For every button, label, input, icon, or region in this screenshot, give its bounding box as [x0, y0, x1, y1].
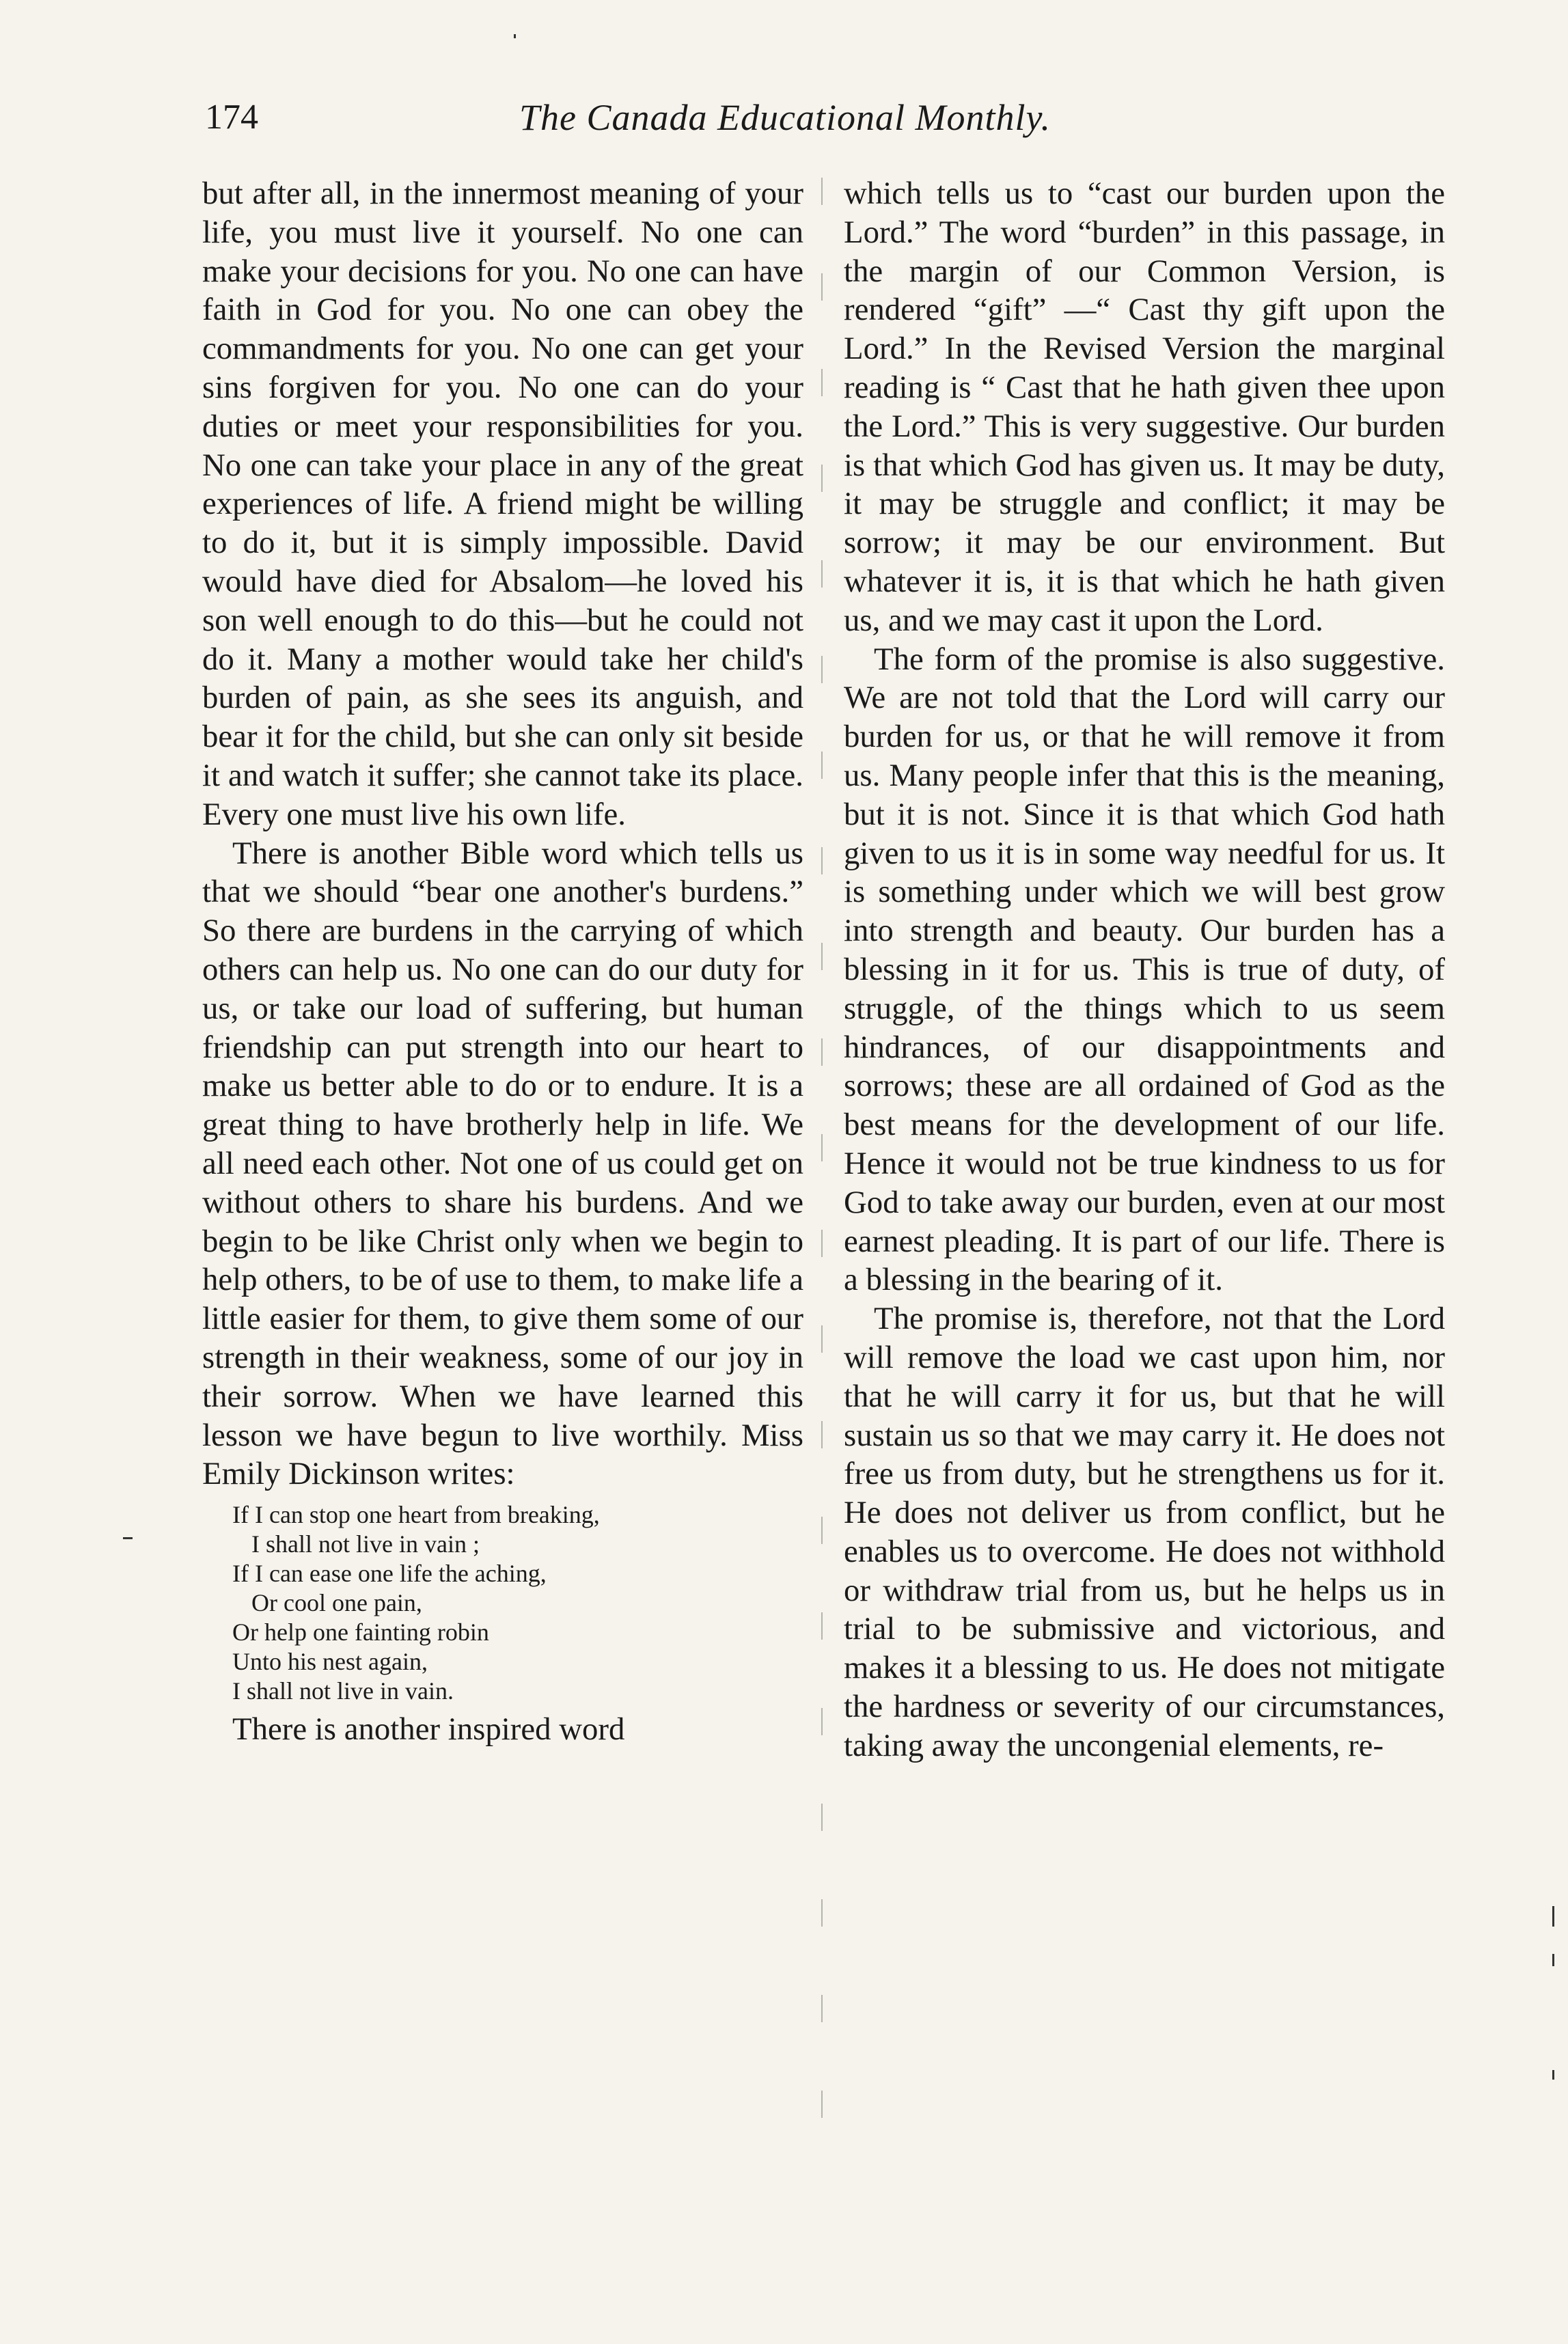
right-paragraph-2: The form of the promise is also suggestive. We are not told that the Lord will carry our burden for us, or that he will remove it from us. Many people infer that this is the meaning, but it is not. Since it is that which God hath given to us it is in some way needful for us. It is something under which we will best grow into strength and beauty. Our burden has a blessing in it for us. This is true of duty, of struggle, of the things which to us seem hindrances, of our disappointments and sorrows; these are all ordained of God as the best means for the development of our life. Hence it would not be true kindness to us for God to take away our burden, even at our most earnest pleading. It is part of our life. There is a blessing in the bearing of it. [844, 641, 1445, 1298]
left-column [202, 174, 803, 1749]
ink-speck [1552, 1906, 1554, 1927]
poem-line: Or help one fainting robin [232, 1618, 489, 1646]
ink-speck [1552, 2070, 1554, 2080]
page-header [205, 90, 1161, 152]
poem-line: I shall not live in vain ; [251, 1530, 480, 1558]
poem-line: I shall not live in vain. [232, 1677, 454, 1705]
right-paragraph-3: The promise is, therefore, not that the Lord will remove the load we cast upon him, nor that he will carry it for us, but that he will sustain us so that we may carry it. He does not free us from duty, but he strengthens us for it. He does not deliver us from conflict, but he enables us to overcome. He does not withhold or withdraw trial from us, but he helps us in trial to be submissive and victorious, and makes it a blessing to us. He does not mitigate the hardness or severity of our circumstances, taking away the uncongenial elements, re- [844, 1301, 1445, 1763]
poem-line: Unto his nest again, [232, 1648, 428, 1676]
left-paragraph-2: There is another Bible word which tells us that we should “bear one another's burdens.” So there are burdens in the carrying of which others can help us. No one can do our duty for us, or take our load of suffering, but human friendship can put strength into our heart to make us better able to do or to endure. It is a great thing to have brotherly help in life. We all need each other. Not one of us could get on without others to share his burdens. And we begin to be like Christ only when we begin to help others, to be of use to them, to make life a little easier for them, to give them some of our strength in their weakness, some of our joy in their sorrow. When we have learned this lesson we have begun to live worthily. Miss Emily Dickinson writes: [202, 835, 803, 1492]
ink-speck [514, 34, 516, 38]
poem-line: If I can stop one heart from breaking, [232, 1501, 600, 1529]
ink-speck [1552, 1954, 1554, 1966]
page-number: 174 [205, 98, 258, 137]
poem-line: If I can ease one life the aching, [232, 1560, 547, 1588]
left-closing-line: There is another inspired word [232, 1711, 625, 1748]
ink-speck [123, 1537, 133, 1539]
column-divider [821, 178, 823, 2152]
poem-stanza [232, 1500, 803, 1706]
right-column [844, 174, 1445, 1765]
right-paragraph-1: which tells us to “cast our burden upon the Lord.” The word “burden” in this passage, in the margin of our Common Version, is rendered “gift” —“ Cast thy gift upon the Lord.” In the Revised Version the marginal reading is “ Cast that he hath given thee upon the Lord.” This is very suggestive. Our burden is that which God has given us. It may be duty, it may be struggle and conflict; it may be sorrow; it may be our environment. But whatever it is, it is that which he hath given us, and we may cast it upon the Lord. [844, 176, 1445, 638]
running-title: The Canada Educational Monthly. [519, 97, 1051, 138]
left-paragraph-1: but after all, in the innermost meaning of your life, you must live it yourself. No one can make your decisions for you. No one can have faith in God for you. No one can obey the commandments for you. No one can get your sins forgiven for you. No one can do your duties or meet your responsibilities for you. No one can take your place in any of the great experiences of life. A friend might be willing to do it, but it is simply impossible. David would have died for Absalom—he loved his son well enough to do this—but he could not do it. Many a mother would take her child's burden of pain, as she sees its anguish, and bear it for the child, but she can only sit beside it and watch it suffer; she cannot take its place. Every one must live his own life. [202, 176, 803, 832]
poem-line: Or cool one pain, [251, 1589, 422, 1617]
